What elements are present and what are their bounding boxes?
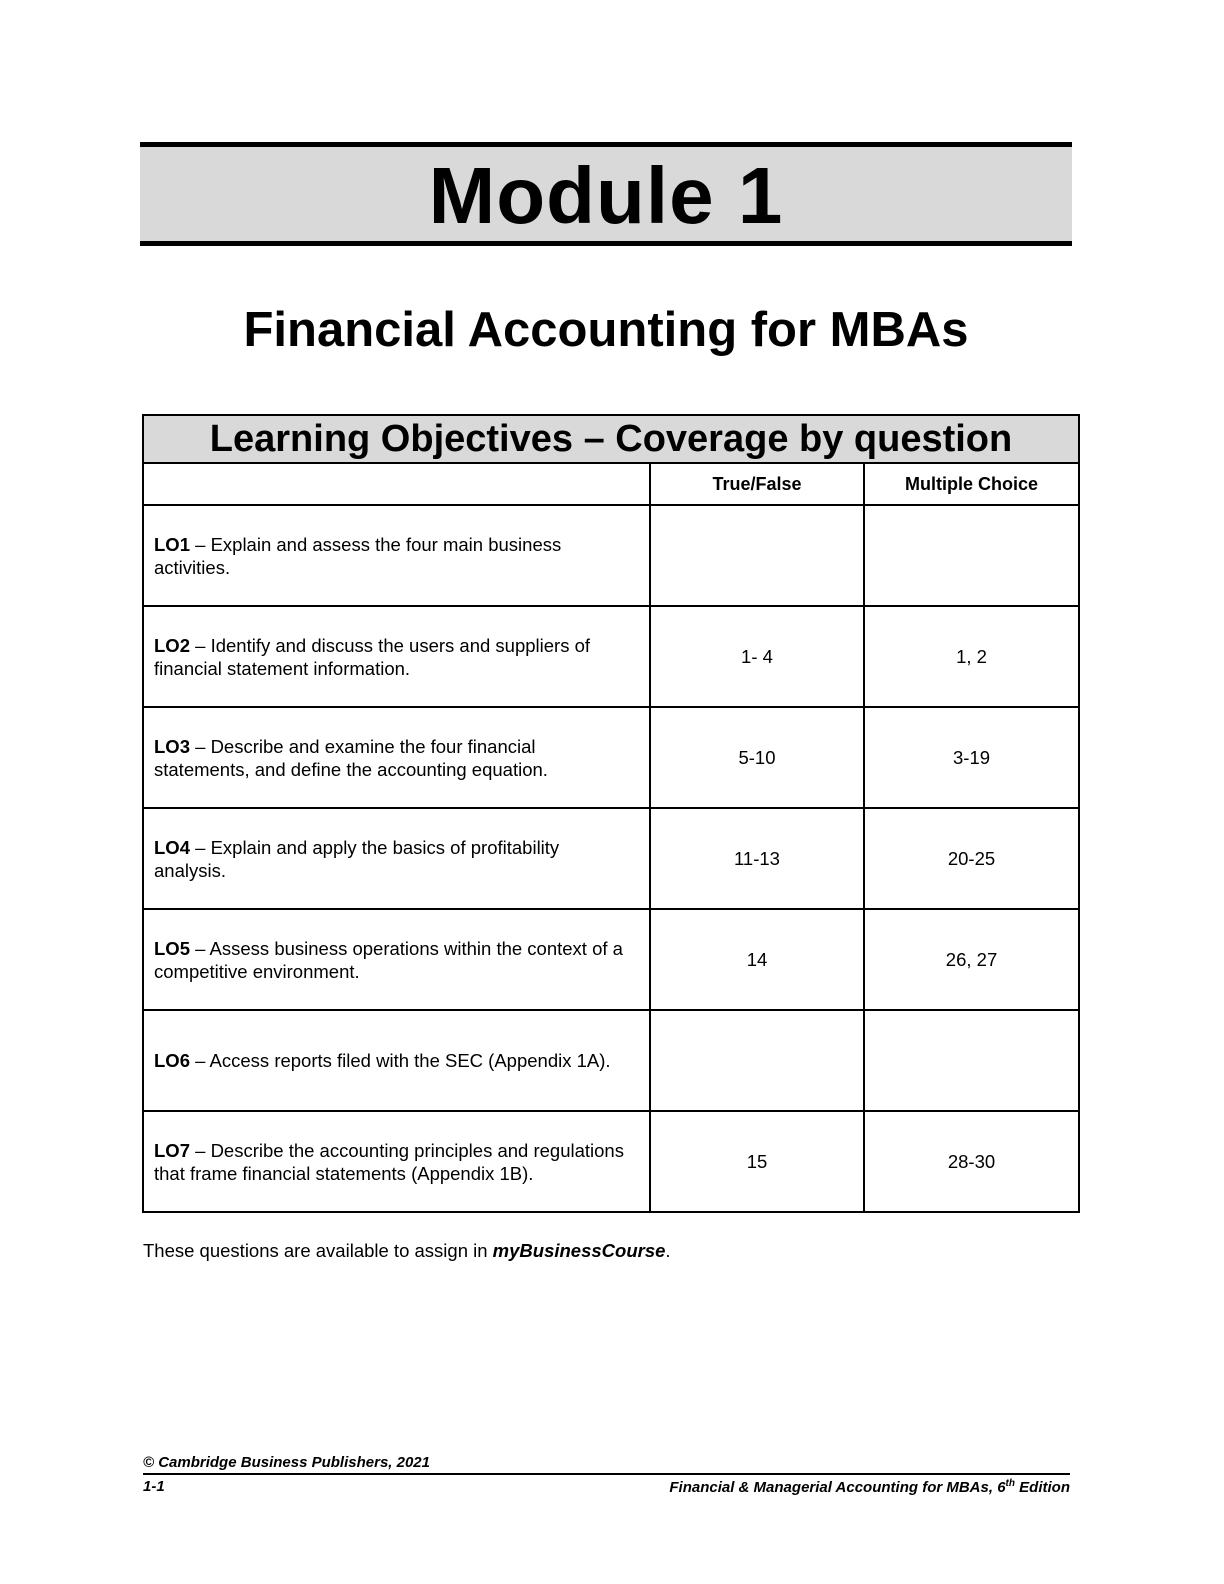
objective-code: LO7 [154,1139,190,1161]
multiple-choice-cell: 26, 27 [864,909,1079,1010]
true-false-cell: 5-10 [650,707,864,808]
table-caption-row [143,415,1079,463]
footer-divider [143,1473,1070,1475]
multiple-choice-cell: 20-25 [864,808,1079,909]
objective-cell [143,505,650,606]
table-row [143,707,1079,808]
table-row [143,505,1079,606]
note-suffix: . [665,1240,671,1261]
objective-description: Explain and assess the four main business activities. [154,533,562,578]
true-false-cell: 15 [650,1111,864,1212]
book-title-suffix: Edition [1015,1479,1070,1496]
objective-dash: – [189,533,211,555]
objective-dash: – [189,634,211,656]
objective-description: Explain and apply the basics of profitability analysis. [154,836,560,881]
objective-cell [143,808,650,909]
true-false-cell [650,1010,864,1111]
multiple-choice-cell: 1, 2 [864,606,1079,707]
objective-cell [143,909,650,1010]
true-false-cell: 11-13 [650,808,864,909]
objective-description: Access reports filed with the SEC (Appendix 1A). [209,1050,611,1071]
multiple-choice-cell: 3-19 [864,707,1079,808]
multiple-choice-cell [864,505,1079,606]
table-row [143,1111,1079,1212]
footer-page-number: 1-1 [143,1478,165,1495]
objective-description: Describe the accounting principles and regulations that frame financial statements (Appendix 1B). [154,1139,624,1184]
objective-description: Identify and discuss the users and suppliers of financial statement information. [154,634,591,679]
table-row [143,909,1079,1010]
true-false-cell: 1- 4 [650,606,864,707]
page-subtitle: Financial Accounting for MBAs [243,303,969,357]
footer-copyright: © Cambridge Business Publishers, 2021 [143,1454,430,1471]
objective-cell [143,1010,650,1111]
true-false-cell [650,505,864,606]
objective-code: LO5 [154,937,190,959]
table-header-row [143,463,1079,505]
objective-code: LO3 [154,735,190,757]
book-title-superscript: th [1005,1478,1015,1489]
true-false-cell: 14 [650,909,864,1010]
objective-code: LO4 [154,836,190,858]
objective-description: Describe and examine the four financial statements, and define the accounting equation. [154,735,548,780]
objective-cell [143,707,650,808]
module-title: Module 1 [428,151,784,240]
table-caption: Learning Objectives – Coverage by question [143,415,1079,463]
objective-dash: – [189,1050,210,1071]
module-banner [140,142,1072,246]
objective-dash: – [189,836,211,858]
objective-cell [143,606,650,707]
column-header-objective [143,463,650,505]
table-row [143,808,1079,909]
column-header-multiple-choice: Multiple Choice [864,463,1079,505]
objective-cell [143,1111,650,1212]
footer-book-title [669,1478,1070,1496]
objective-dash: – [189,937,210,959]
note-brand: myBusinessCourse [492,1240,666,1261]
availability-note [143,1240,671,1262]
column-header-true-false: True/False [650,463,864,505]
objective-code: LO6 [154,1050,190,1071]
objective-dash: – [189,735,211,757]
table-row [143,1010,1079,1111]
multiple-choice-cell: 28-30 [864,1111,1079,1212]
objective-code: LO1 [154,533,190,555]
note-prefix: These questions are available to assign in [143,1240,493,1261]
multiple-choice-cell [864,1010,1079,1111]
learning-objectives-table [142,414,1080,1213]
book-title-prefix: Financial & Managerial Accounting for MBAs, 6 [669,1479,1006,1496]
table-row [143,606,1079,707]
objective-dash: – [189,1139,211,1161]
objective-description: Assess business operations within the context of a competitive environment. [154,937,623,982]
objective-code: LO2 [154,634,190,656]
